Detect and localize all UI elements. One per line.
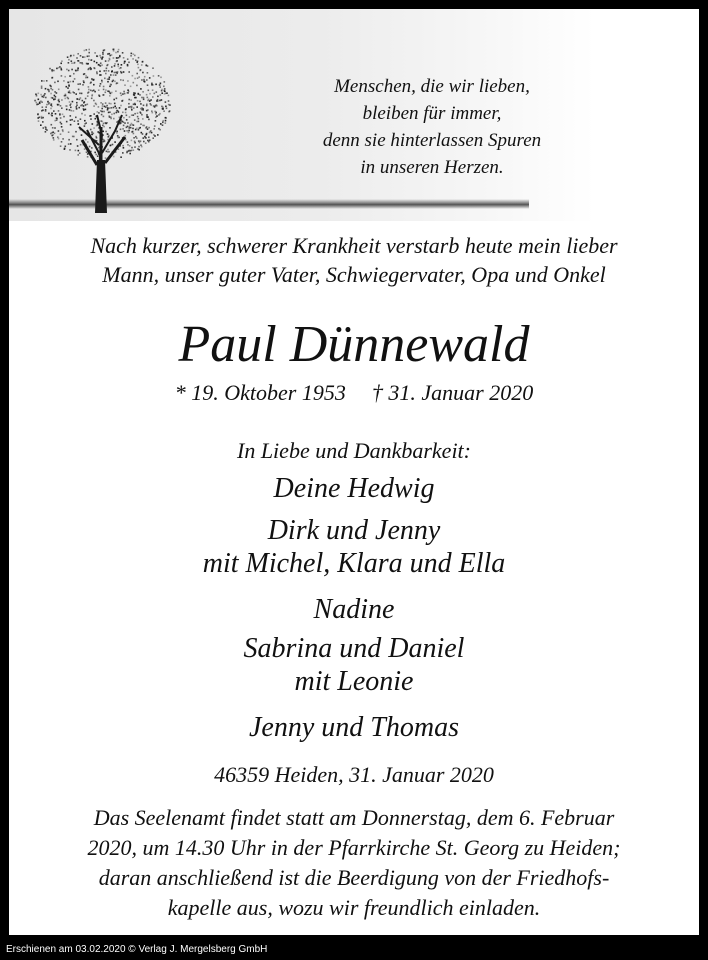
mourner-name: Jenny und Thomas: [249, 712, 459, 743]
motto: [279, 73, 585, 181]
publication-footer: Erschienen am 03.02.2020 © Verlag J. Mergelsberg GmbH: [6, 944, 268, 955]
birth-date: * 19. Oktober 1953: [174, 380, 346, 405]
place-date: 46359 Heiden, 31. Januar 2020: [214, 762, 494, 787]
mourner-name: mit Leonie: [294, 666, 414, 697]
notice-line: Das Seelenamt findet statt am Donnerstag, dem 6. Februar: [93, 805, 615, 830]
intro-line: Nach kurzer, schwerer Krankheit verstarb heute mein lieber: [90, 233, 618, 258]
mourner-name: Sabrina und Daniel: [243, 633, 465, 664]
mourner-name: Deine Hedwig: [273, 473, 435, 504]
motto-line: denn sie hinterlassen Spuren: [322, 130, 542, 151]
intro-text: [9, 231, 699, 289]
notice-line: 2020, um 14.30 Uhr in der Pfarrkirche St. Georg zu Heiden;: [87, 835, 621, 860]
tree-illustration: [27, 35, 177, 213]
deceased-name: Paul Dünnewald: [178, 316, 530, 373]
death-date: † 31. Januar 2020: [371, 380, 534, 405]
mourners-heading: In Liebe und Dankbarkeit:: [237, 438, 471, 463]
motto-line: Menschen, die wir lieben,: [334, 76, 530, 97]
header-banner: [9, 9, 699, 221]
intro-line: Mann, unser guter Vater, Schwiegervater, Opa und Onkel: [102, 262, 606, 287]
notice-line: kapelle aus, wozu wir freundlich einladen.: [167, 895, 541, 920]
mourner-name: mit Michel, Klara und Ella: [202, 548, 506, 579]
service-notice: [9, 803, 699, 923]
motto-line: in unseren Herzen.: [360, 157, 504, 178]
mourner-name: Dirk und Jenny: [267, 515, 441, 546]
motto-line: bleiben für immer,: [362, 103, 502, 124]
mourner-name: Nadine: [313, 594, 395, 625]
obituary-card: [9, 9, 699, 935]
notice-line: daran anschließend ist die Beerdigung von der Friedhofs-: [98, 865, 610, 890]
life-dates: [9, 379, 699, 407]
